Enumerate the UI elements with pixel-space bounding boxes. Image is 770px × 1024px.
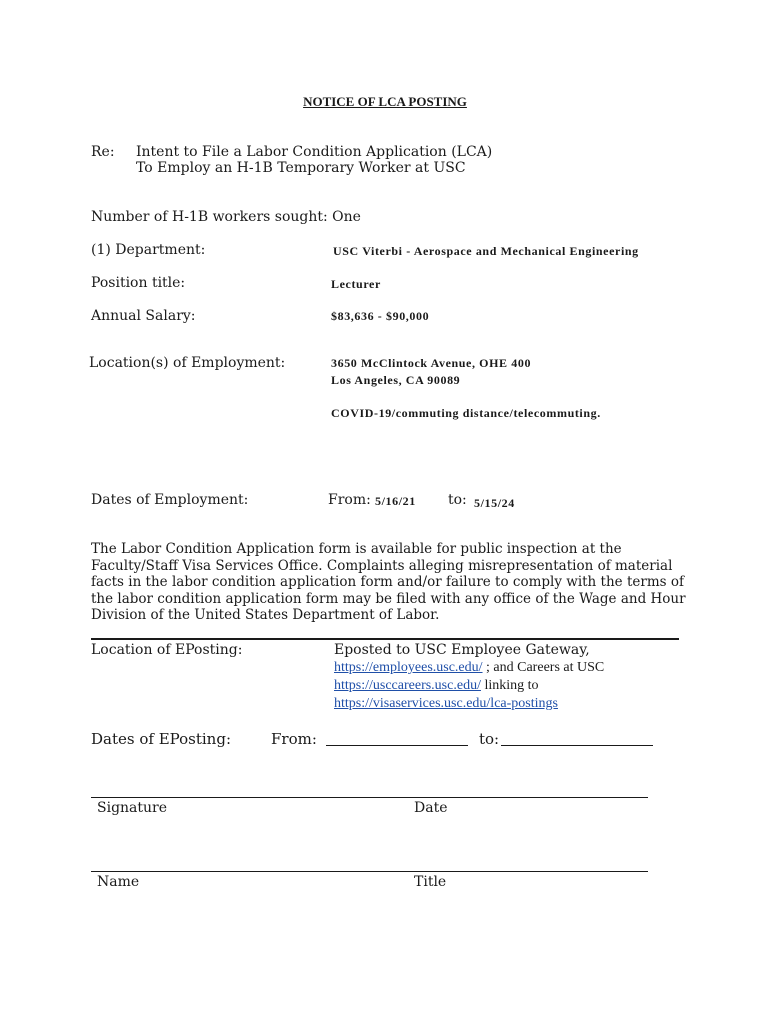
department-value: USC Viterbi - Aerospace and Mechanical Engineering xyxy=(333,244,639,258)
salary-label: Annual Salary: xyxy=(91,308,196,324)
inspection-paragraph: The Labor Condition Application form is available for public inspection at the Faculty/Staff Visa Services Office. Complaints alleging misrepresentation of material facts in the labor condition application form and/or failure to comply with the terms of the labor condition application form may be filed with any office of the Wage and Hour Division of the United States Department of Labor. xyxy=(91,541,686,624)
dates-employment-to-label: to: xyxy=(448,492,467,508)
re-label: Re: xyxy=(91,144,115,160)
eposting-line-1: Eposted to USC Employee Gateway, xyxy=(334,642,590,658)
location-note: COVID-19/commuting distance/telecommuting. xyxy=(331,406,601,420)
salary-value: $83,636 - $90,000 xyxy=(331,309,430,323)
dates-employment-from-value: 5/16/21 xyxy=(375,494,416,508)
re-line-2: To Employ an H-1B Temporary Worker at USC xyxy=(136,160,466,176)
dates-employment-label: Dates of Employment: xyxy=(91,492,249,508)
dates-eposting-from-field[interactable] xyxy=(326,731,468,750)
eposting-label: Location of EPosting: xyxy=(91,642,243,658)
locations-label: Location(s) of Employment: xyxy=(89,355,286,371)
eposting-line-4 xyxy=(334,696,558,712)
name-label: Name xyxy=(97,874,140,890)
dates-eposting-from-label: From: xyxy=(271,730,317,748)
department-label: (1) Department: xyxy=(91,242,206,258)
location-line-1: 3650 McClintock Avenue, OHE 400 xyxy=(331,356,532,370)
eposting-line-2 xyxy=(334,660,604,676)
signature-line[interactable] xyxy=(91,797,648,798)
location-line-2: Los Angeles, CA 90089 xyxy=(331,373,461,387)
re-line-1: Intent to File a Labor Condition Application (LCA) xyxy=(136,144,493,160)
name-line[interactable] xyxy=(91,871,648,872)
dates-eposting-label: Dates of EPosting: xyxy=(91,730,231,748)
section-divider xyxy=(91,638,679,640)
eposting-text-2: ; and Careers at USC xyxy=(482,660,605,675)
dates-employment-to-value: 5/15/24 xyxy=(474,496,515,510)
page-title: NOTICE OF LCA POSTING xyxy=(303,94,467,109)
employees-link[interactable]: https://employees.usc.edu/ xyxy=(334,660,483,675)
dates-employment-from-label: From: xyxy=(328,492,371,508)
date-label: Date xyxy=(414,800,448,816)
eposting-text-3: linking to xyxy=(480,678,539,693)
position-label: Position title: xyxy=(91,275,186,291)
signature-label: Signature xyxy=(97,800,168,816)
visaservices-link[interactable]: https://visaservices.usc.edu/lca-postings xyxy=(334,696,558,711)
usccareers-link[interactable]: https://usccareers.usc.edu/ xyxy=(334,678,481,693)
dates-eposting-to-label: to: xyxy=(479,730,500,748)
position-value: Lecturer xyxy=(331,277,381,291)
title-label: Title xyxy=(414,874,447,890)
eposting-line-3 xyxy=(334,678,539,694)
dates-eposting-to-field[interactable] xyxy=(501,731,653,750)
workers-sought: Number of H-1B workers sought: One xyxy=(91,209,361,225)
